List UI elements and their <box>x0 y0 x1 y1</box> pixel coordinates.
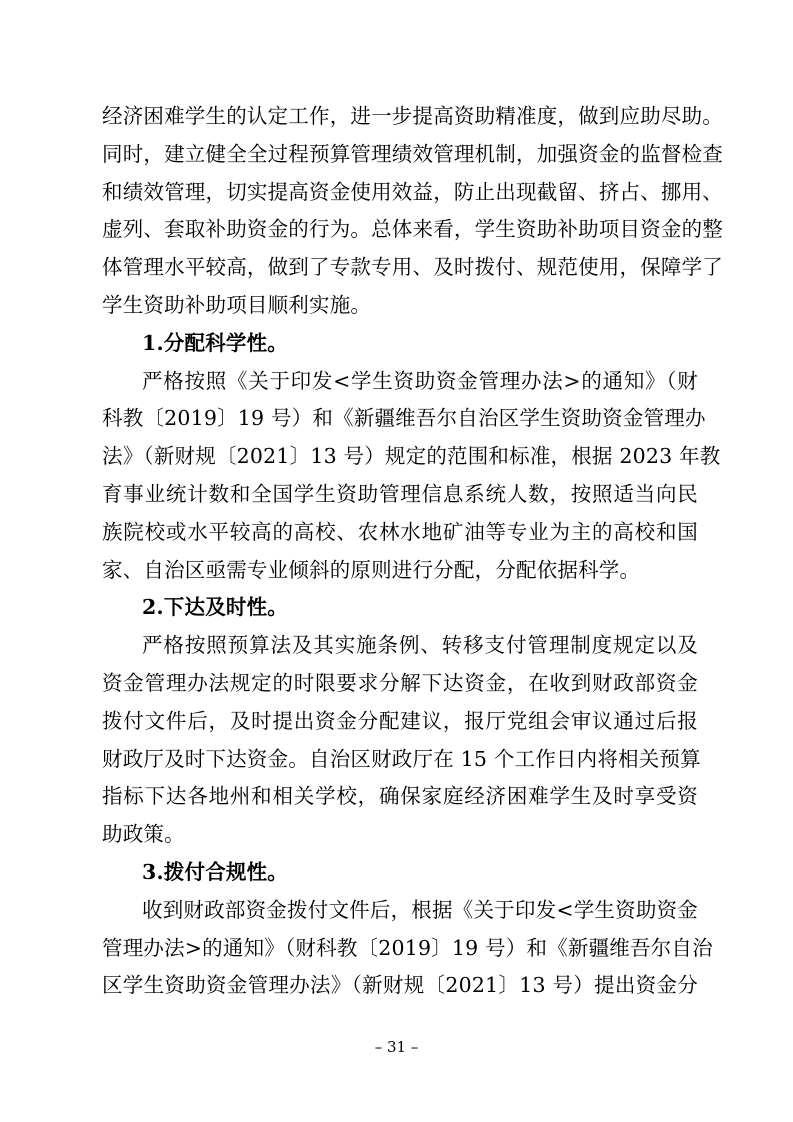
text-line: 族院校或水平较高的高校、农林水地矿油等专业为主的高校和国 <box>102 519 698 544</box>
text-line: 拨付文件后，及时提出资金分配建议，报厅党组会审议通过后报 <box>102 708 698 733</box>
text-line: 严格按照预算法及其实施条例、转移支付管理制度规定以及 <box>142 633 698 658</box>
text-line: 指标下达各地州和相关学校，确保家庭经济困难学生及时享受资 <box>102 784 698 809</box>
section-heading: 1.分配科学性。 <box>142 330 289 355</box>
text-line: 虚列、套取补助资金的行为。总体来看，学生资助补助项目资金的整 <box>102 217 723 242</box>
text-line: 同时，建立健全全过程预算管理绩效管理机制，加强资金的监督检查 <box>102 141 723 166</box>
section-3 <box>102 854 713 1005</box>
text-line: 学生资助补助项目顺利实施。 <box>102 292 372 317</box>
section-heading: 3.拨付合规性。 <box>142 859 289 884</box>
text-line: 经济困难学生的认定工作，进一步提高资助精准度，做到应助尽助。 <box>102 104 723 128</box>
text-line: 育事业统计数和全国学生资助管理信息系统人数，按照适当向民 <box>102 481 698 506</box>
paragraph-intro <box>102 98 723 325</box>
section-2 <box>102 589 701 854</box>
page-number: – 31 – <box>374 1038 419 1056</box>
text-line: 资金管理办法规定的时限要求分解下达资金，在收到财政部资金 <box>102 670 698 695</box>
text-line: 管理办法>的通知》（财科教〔2019〕19 号）和《新疆维吾尔自治 <box>102 935 713 960</box>
text-line: 严格按照《关于印发<学生资助资金管理办法>的通知》（财 <box>142 368 698 393</box>
text-line: 助政策。 <box>102 822 185 847</box>
text-line: 区学生资助资金管理办法》（新财规〔2021〕13 号）提出资金分 <box>102 973 698 998</box>
text-line: 科教〔2019〕19 号）和《新疆维吾尔自治区学生资助资金管理办 <box>102 406 706 431</box>
section-1 <box>102 325 721 590</box>
text-line: 收到财政部资金拨付文件后，根据《关于印发<学生资助资金 <box>142 897 698 922</box>
text-line: 财政厅及时下达资金。自治区财政厅在 15 个工作日内将相关预算 <box>102 746 701 771</box>
document-page <box>102 98 723 1005</box>
text-line: 和绩效管理，切实提高资金使用效益，防止出现截留、挤占、挪用、 <box>102 179 723 204</box>
text-line: 法》（新财规〔2021〕13 号）规定的范围和标准，根据 2023 年教 <box>102 444 721 469</box>
section-heading: 2.下达及时性。 <box>142 595 289 620</box>
text-line: 家、自治区亟需专业倾斜的原则进行分配，分配依据科学。 <box>102 557 641 582</box>
text-line: 体管理水平较高，做到了专款专用、及时拨付、规范使用，保障学了 <box>102 255 723 280</box>
